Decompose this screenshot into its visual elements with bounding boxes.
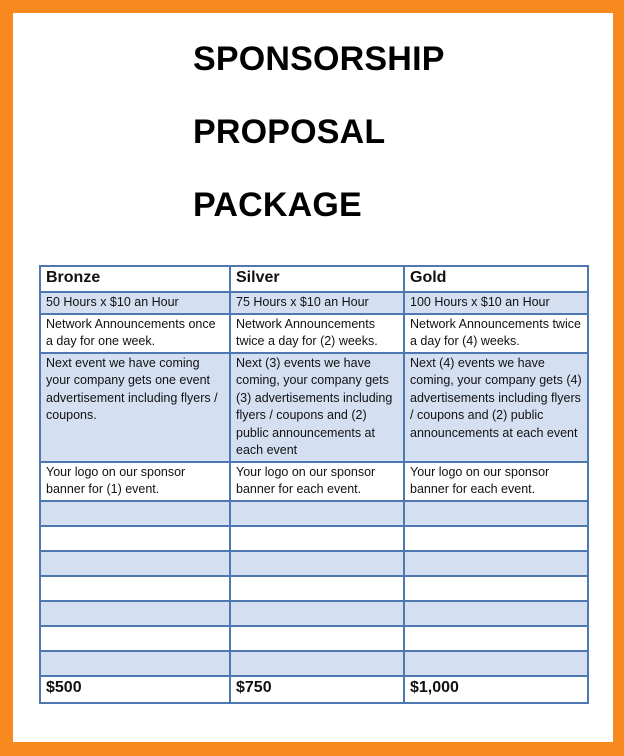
table-row [40,353,588,462]
sponsorship-table [39,265,589,704]
cell: Network Announcements twice a day for (2) weeks. [230,314,404,353]
table-row [40,314,588,353]
price-bronze: $500 [40,676,230,703]
cell: Network Announcements twice a day for (4) weeks. [404,314,588,353]
header-bronze: Bronze [40,266,230,292]
empty-row [40,526,588,551]
empty-row [40,551,588,576]
cell: 75 Hours x $10 an Hour [230,292,404,314]
empty-row [40,601,588,626]
cell: Next event we have coming your company gets one event advertisement including flyers / coupons. [40,353,230,462]
empty-cell [404,551,588,576]
cell: Your logo on our sponsor banner for each event. [230,462,404,501]
empty-cell [230,626,404,651]
cell: Network Announcements once a day for one week. [40,314,230,353]
cell: Next (4) events we have coming, your company gets (4) advertisements including flyers / coupons and (2) public announcements at each event [404,353,588,462]
cell: 100 Hours x $10 an Hour [404,292,588,314]
empty-cell [40,651,230,676]
title-line-3: PACKAGE [193,186,362,224]
price-row [40,676,588,703]
price-silver: $750 [230,676,404,703]
table-row [40,462,588,501]
empty-cell [40,551,230,576]
empty-cell [40,576,230,601]
table-row [40,292,588,314]
title-line-1: SPONSORSHIP [193,40,445,78]
cell: Next (3) events we have coming, your company gets (3) advertisements including flyers / coupons and (2) public announcements at each event [230,353,404,462]
empty-cell [40,626,230,651]
cell: Your logo on our sponsor banner for each event. [404,462,588,501]
cell: Your logo on our sponsor banner for (1) event. [40,462,230,501]
empty-cell [230,501,404,526]
cell: 50 Hours x $10 an Hour [40,292,230,314]
empty-cell [230,526,404,551]
empty-cell [40,526,230,551]
empty-cell [230,601,404,626]
empty-cell [404,526,588,551]
empty-row [40,651,588,676]
empty-cell [230,576,404,601]
empty-cell [404,601,588,626]
empty-cell [404,501,588,526]
header-gold: Gold [404,266,588,292]
empty-row [40,626,588,651]
empty-cell [40,601,230,626]
empty-cell [404,651,588,676]
empty-row [40,501,588,526]
header-row [40,266,588,292]
empty-cell [230,551,404,576]
title-line-2: PROPOSAL [193,113,386,151]
price-gold: $1,000 [404,676,588,703]
empty-cell [230,651,404,676]
empty-cell [404,626,588,651]
empty-cell [404,576,588,601]
header-silver: Silver [230,266,404,292]
empty-cell [40,501,230,526]
empty-row [40,576,588,601]
